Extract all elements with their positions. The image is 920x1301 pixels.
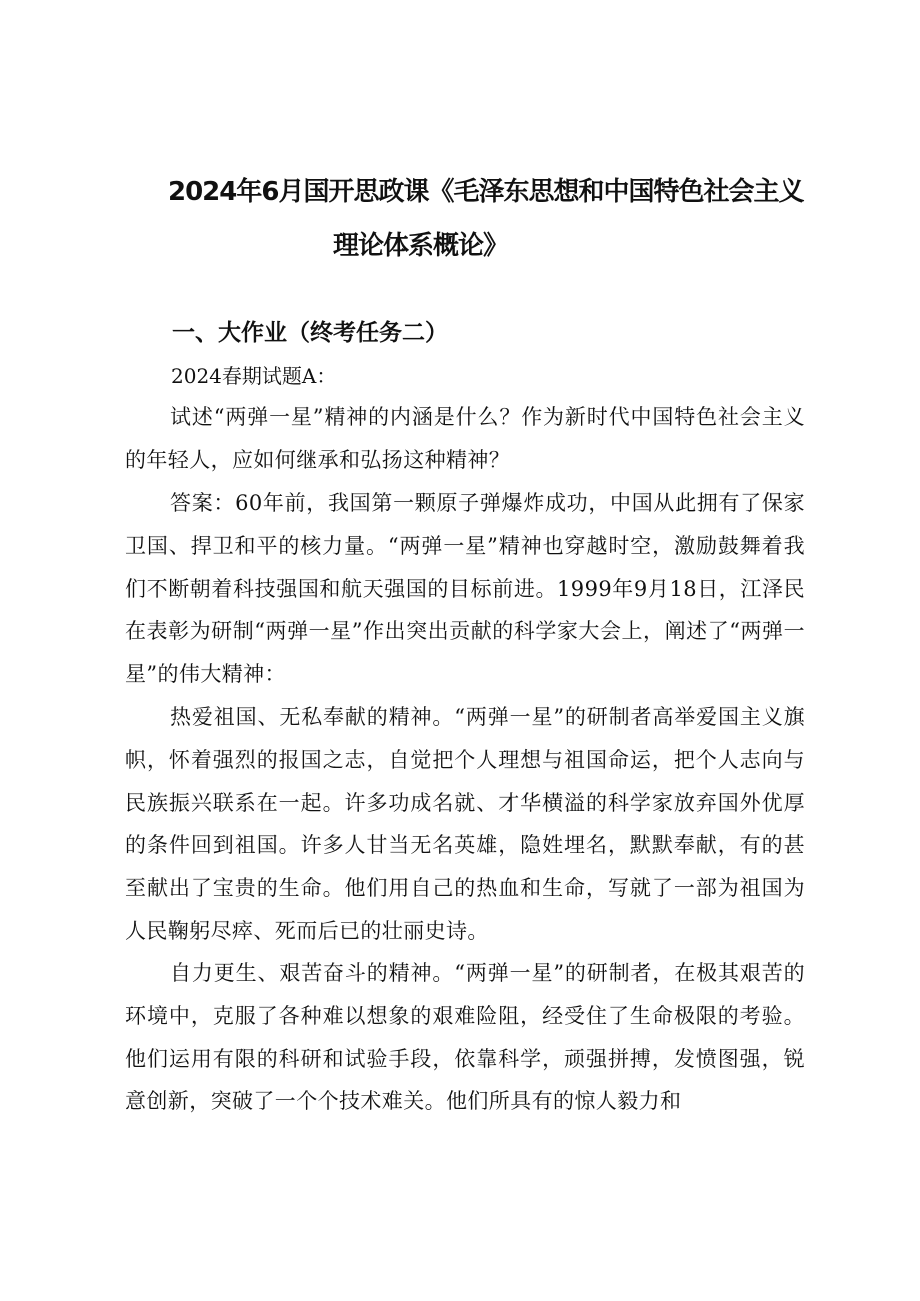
document-title-line-1: 2024年6月国开思政课《毛泽东思想和中国特色社会主义 [168,177,804,207]
question-paragraph: 试述“两弹一星”精神的内涵是什么？作为新时代中国特色社会主义的年轻人，应如何继承和弘扬这种精神？ [125,405,805,472]
document-title-line-2: 理论体系概论》 [333,231,509,261]
answer-intro-paragraph: 答案：60年前，我国第一颗原子弹爆炸成功，中国从此拥有了保家卫国、捍卫和平的核力量。“两弹一星”精神也穿越时空，激励鼓舞着我们不断朝着科技强国和航天强国的目标前进。1999年9月18日，江泽民在表彰为研制“两弹一星”作出突出贡献的科学家大会上，阐述了“两弹一星”的伟大精神： [125,491,805,687]
section-heading: 一、大作业（终考任务二） [172,320,448,346]
spirit-point-one-paragraph: 热爱祖国、无私奉献的精神。“两弹一星”的研制者高举爱国主义旗帜，怀着强烈的报国之志，自觉把个人理想与祖国命运，把个人志向与民族振兴联系在一起。许多功成名就、才华横溢的科学家放弃国外优厚的条件回到祖国。许多人甘当无名英雄，隐姓埋名，默默奉献，有的甚至献出了宝贵的生命。他们用自己的热血和生命，写就了一部为祖国为人民鞠躬尽瘁、死而后已的壮丽史诗。 [125,705,805,943]
exam-subheading: 2024春期试题A： [171,364,337,388]
spirit-point-two-paragraph: 自力更生、艰苦奋斗的精神。“两弹一星”的研制者，在极其艰苦的环境中，克服了各种难以想象的艰难险阻，经受住了生命极限的考验。他们运用有限的科研和试验手段，依靠科学，顽强拼搏，发愤图强，锐意创新，突破了一个个技术难关。他们所具有的惊人毅力和 [125,961,805,1114]
